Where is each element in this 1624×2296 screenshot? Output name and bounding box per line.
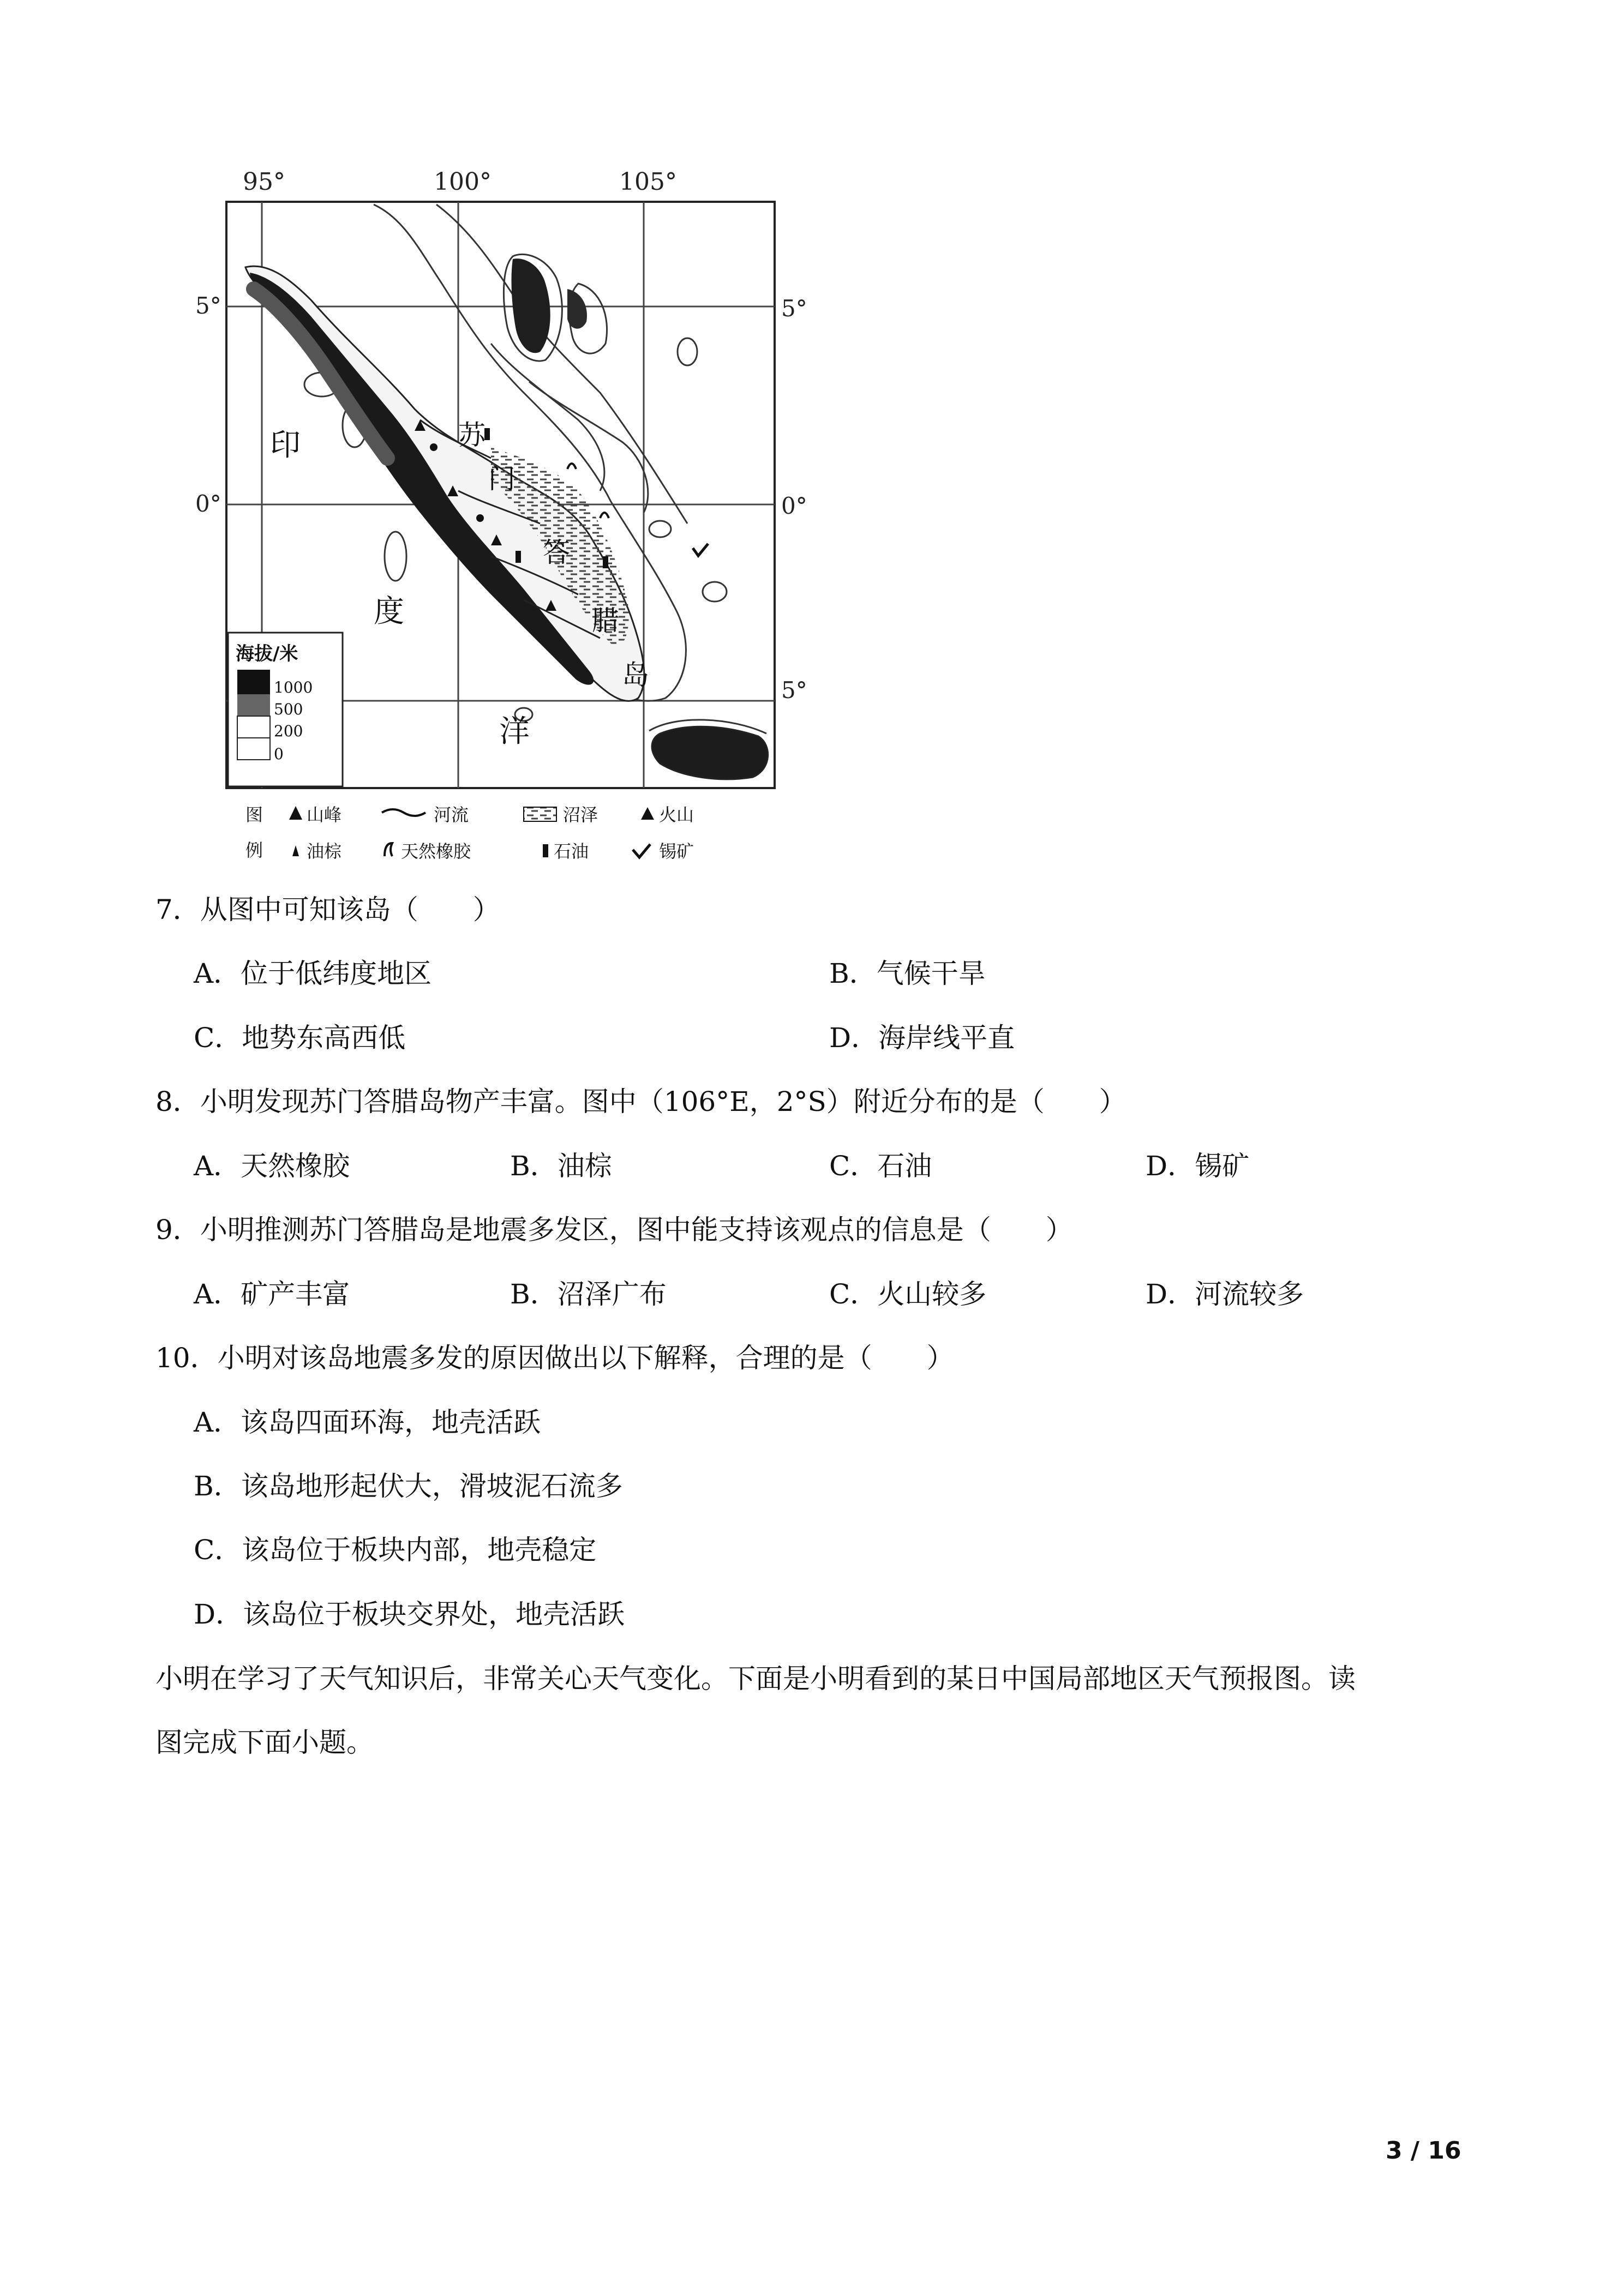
island-char-su: 苏 xyxy=(458,419,486,451)
question-9-stem: 9．小明推测苏门答腊岛是地震多发区，图中能支持该观点的信息是（ ） xyxy=(155,1214,1073,1246)
ocean-char-du: 度 xyxy=(374,594,404,629)
ocean-char-yin: 印 xyxy=(270,428,301,463)
question-7-option-d[interactable]: D．海岸线平直 xyxy=(829,1022,1015,1054)
lat-label-left-0: 0° xyxy=(195,490,221,517)
swamp-icon xyxy=(524,807,556,821)
question-7-stem: 7．从图中可知该岛（ ） xyxy=(155,894,500,925)
question-8-option-a[interactable]: A．天然橡胶 xyxy=(194,1150,350,1182)
question-8-option-b[interactable]: B．油棕 xyxy=(510,1150,612,1182)
island-char-men: 门 xyxy=(488,463,516,495)
legend-oil: 石油 xyxy=(554,841,589,862)
question-7-option-c[interactable]: C．地势东高西低 xyxy=(194,1022,406,1054)
question-8-stem: 8．小明发现苏门答腊岛物产丰富。图中（106°E，2°S）附近分布的是（ ） xyxy=(155,1086,1126,1117)
rubber-icon xyxy=(385,843,392,856)
question-10-option-d[interactable]: D．该岛位于板块交界处，地壳活跃 xyxy=(194,1598,625,1630)
page-number: 3 / 16 xyxy=(1386,2137,1461,2165)
question-8-option-c[interactable]: C．石油 xyxy=(829,1150,932,1182)
oil-palm-icon xyxy=(292,845,299,856)
question-10-stem: 10．小明对该岛地震多发的原因做出以下解释，合理的是（ ） xyxy=(155,1342,954,1374)
lat-label-right-5s: 5° xyxy=(781,677,807,704)
volcano-icon xyxy=(641,807,654,820)
island-char-dao: 岛 xyxy=(622,659,649,691)
question-9-option-a[interactable]: A．矿产丰富 xyxy=(194,1278,350,1310)
legend-swamp: 沼泽 xyxy=(563,804,598,825)
lon-label-100: 100° xyxy=(434,168,492,196)
lat-label-left-5: 5° xyxy=(195,292,221,319)
sumatra-map-figure xyxy=(185,164,840,873)
lat-label-right-5: 5° xyxy=(781,295,807,322)
tin-mine-icon xyxy=(633,844,650,857)
island-char-la: 腊 xyxy=(592,605,619,636)
intro-line-1: 小明在学习了天气知识后，非常关心天气变化。下面是小明看到的某日中国局部地区天气预报图。读 xyxy=(155,1663,1356,1694)
question-7-option-b[interactable]: B．气候干旱 xyxy=(829,958,986,989)
question-9-option-c[interactable]: C．火山较多 xyxy=(829,1278,987,1310)
legend-peak: 山峰 xyxy=(307,804,342,825)
question-10-option-c[interactable]: C．该岛位于板块内部，地壳稳定 xyxy=(194,1534,597,1566)
question-8-option-d[interactable]: D．锡矿 xyxy=(1146,1150,1250,1182)
lon-label-105: 105° xyxy=(619,168,677,196)
elevation-legend xyxy=(228,633,343,786)
question-10-option-b[interactable]: B．该岛地形起伏大，滑坡泥石流多 xyxy=(194,1470,623,1502)
legend-volcano: 火山 xyxy=(659,804,694,825)
legend-side-char-2: 例 xyxy=(245,840,263,861)
lon-label-95: 95° xyxy=(243,168,285,196)
peak-icon xyxy=(289,806,302,820)
legend-tin: 锡矿 xyxy=(659,841,694,862)
question-9-option-d[interactable]: D．河流较多 xyxy=(1146,1278,1304,1310)
lat-label-right-0: 0° xyxy=(781,492,807,519)
question-9-option-b[interactable]: B．沼泽广布 xyxy=(510,1278,667,1310)
intro-line-2: 图完成下面小题。 xyxy=(155,1727,374,1758)
elevation-200: 200 xyxy=(274,722,303,740)
island-char-da: 答 xyxy=(543,537,570,568)
legend-side-char-1: 图 xyxy=(245,804,263,825)
oil-icon xyxy=(543,844,548,857)
river-icon xyxy=(382,809,426,816)
ocean-char-yang: 洋 xyxy=(499,714,530,749)
question-7-option-a[interactable]: A．位于低纬度地区 xyxy=(194,958,432,989)
legend-rubber: 天然橡胶 xyxy=(401,841,471,862)
question-10-option-a[interactable]: A．该岛四面环海，地壳活跃 xyxy=(194,1407,541,1438)
legend-river: 河流 xyxy=(434,804,469,825)
symbol-legend xyxy=(245,804,694,862)
legend-oil-palm: 油棕 xyxy=(307,841,342,862)
elevation-legend-title: 海拔/米 xyxy=(236,643,298,665)
elevation-500: 500 xyxy=(274,700,303,718)
elevation-1000: 1000 xyxy=(274,678,313,696)
elevation-0: 0 xyxy=(274,745,284,763)
